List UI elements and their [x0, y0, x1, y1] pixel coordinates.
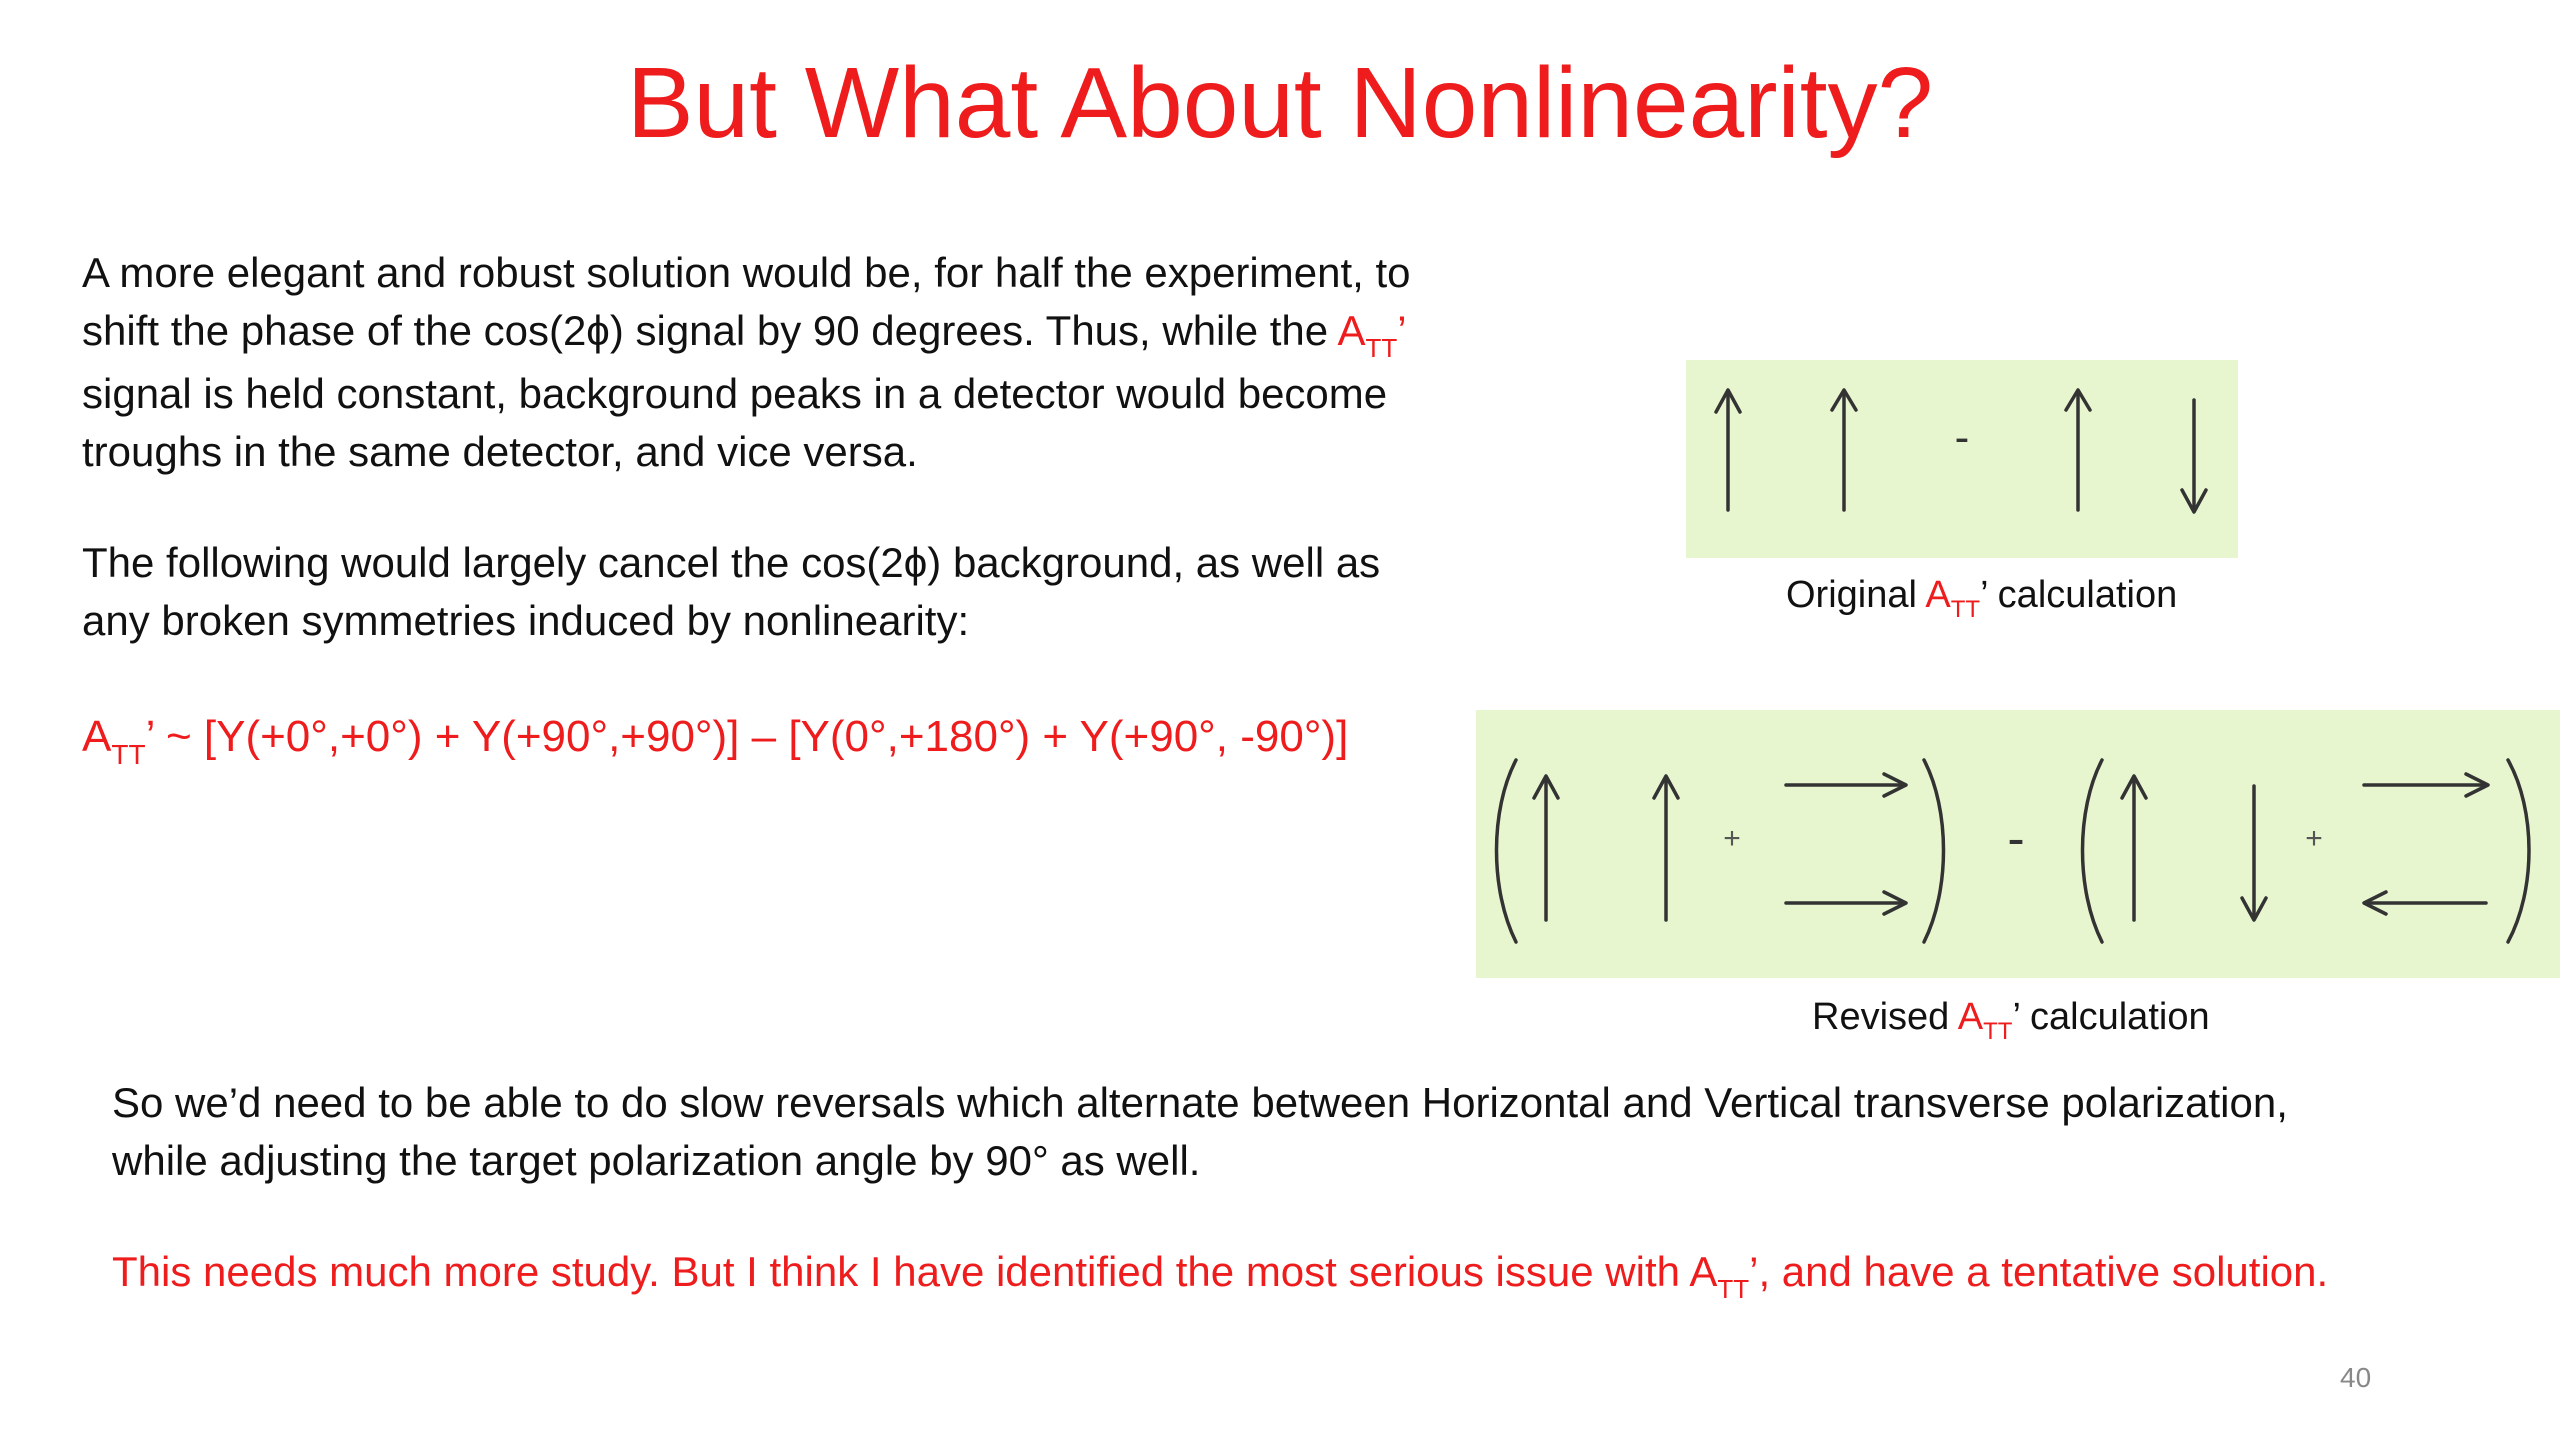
left-paren-1-icon [1497, 760, 1517, 942]
revised-caption-after: ’ calculation [2012, 996, 2210, 1038]
rev-down-arrow-icon [2242, 786, 2266, 920]
right-arrow-2-icon [1786, 892, 1906, 914]
original-caption-symbol [1925, 574, 1981, 623]
conclusion-line-2: while adjusting the target polarization angle by 90° as well. [112, 1137, 1201, 1184]
revised-caption-subscript: TT [1983, 1018, 2013, 1045]
formula-expression: ’ ~ [Y(+0°,+0°) + Y(+90°,+90°)] – [Y(0°,+180°) + Y(+90°, -90°)] [145, 712, 1349, 761]
closing-text: This needs much more study. But I think I have identified the most serious issue with [112, 1248, 1690, 1295]
intro-line-3: signal is held constant, background peaks in a detector would become [82, 370, 1388, 417]
up-arrow-2-icon [1832, 390, 1856, 510]
following-paragraph [82, 534, 1380, 650]
intro-paragraph [82, 244, 1410, 481]
revised-plus-sign-1: + [1723, 822, 1741, 855]
up-arrow-3-icon [2066, 390, 2090, 510]
revised-arrows-drawing [1476, 710, 2560, 978]
rev-up-arrow-1-icon [1534, 776, 1558, 920]
left-paren-2-icon [2083, 760, 2103, 942]
following-line-1: The following would largely cancel the cos(2ϕ) background, as well as [82, 539, 1381, 586]
revised-minus-sign: - [2007, 810, 2025, 868]
original-caption-letter: A [1925, 574, 1951, 616]
intro-line-2 [82, 302, 1410, 365]
following-line-2: any broken symmetries induced by nonlinearity: [82, 597, 970, 644]
right-paren-2-icon [2508, 760, 2529, 942]
closing-after: ’, and have a tentative solution. [1749, 1248, 2329, 1295]
closing-symbol: A [1689, 1248, 1718, 1295]
closing-subscript: TT [1717, 1274, 1750, 1304]
intro-line-2-text: shift the phase of the cos(2ϕ) signal by 90 degrees. Thus, while the [82, 307, 1338, 354]
att-formula [82, 712, 1349, 770]
original-minus-sign: - [1954, 413, 1970, 462]
formula-subscript: TT [111, 739, 146, 770]
revised-caption [1812, 996, 2412, 1045]
revised-calculation-figure [1476, 710, 2560, 978]
intro-line-4: troughs in the same detector, and vice versa. [82, 428, 918, 475]
rev-up-arrow-2-icon [1654, 776, 1678, 920]
revised-caption-letter: A [1957, 996, 1984, 1038]
original-arrows-drawing [1686, 360, 2238, 558]
att-symbol [1337, 307, 1407, 363]
att-symbol-prime: ’ [1397, 307, 1407, 354]
original-caption-after: ’ calculation [1980, 574, 2178, 616]
revised-caption-symbol [1957, 996, 2013, 1045]
original-caption-text: Original [1786, 574, 1926, 616]
formula-symbol: A [82, 712, 112, 761]
slide-title: But What About Nonlinearity? [626, 47, 1934, 159]
down-arrow-icon [2182, 400, 2206, 512]
att-symbol-subscript: TT [1365, 333, 1398, 363]
right-arrow-1-icon [1786, 774, 1906, 796]
right-paren-1-icon [1924, 760, 1944, 942]
closing-statement [112, 1248, 2329, 1304]
revised-plus-sign-2: + [2305, 822, 2323, 855]
conclusion-line-1: So we’d need to be able to do slow reversals which alternate between Horizontal and Vertical transverse polarization, [112, 1079, 2288, 1126]
rev-up-arrow-3-icon [2122, 776, 2146, 920]
original-calculation-figure [1686, 360, 2238, 558]
original-caption-subscript: TT [1950, 596, 1981, 623]
page-number: 40 [2340, 1362, 2372, 1393]
intro-line-1: A more elegant and robust solution would be, for half the experiment, to [82, 249, 1411, 296]
up-arrow-1-icon [1716, 390, 1740, 510]
original-caption [1686, 574, 2386, 623]
left-arrow-icon [2364, 892, 2486, 914]
revised-caption-text: Revised [1812, 996, 1958, 1038]
right-arrow-3-icon [2364, 774, 2488, 796]
att-symbol-letter: A [1337, 307, 1366, 354]
